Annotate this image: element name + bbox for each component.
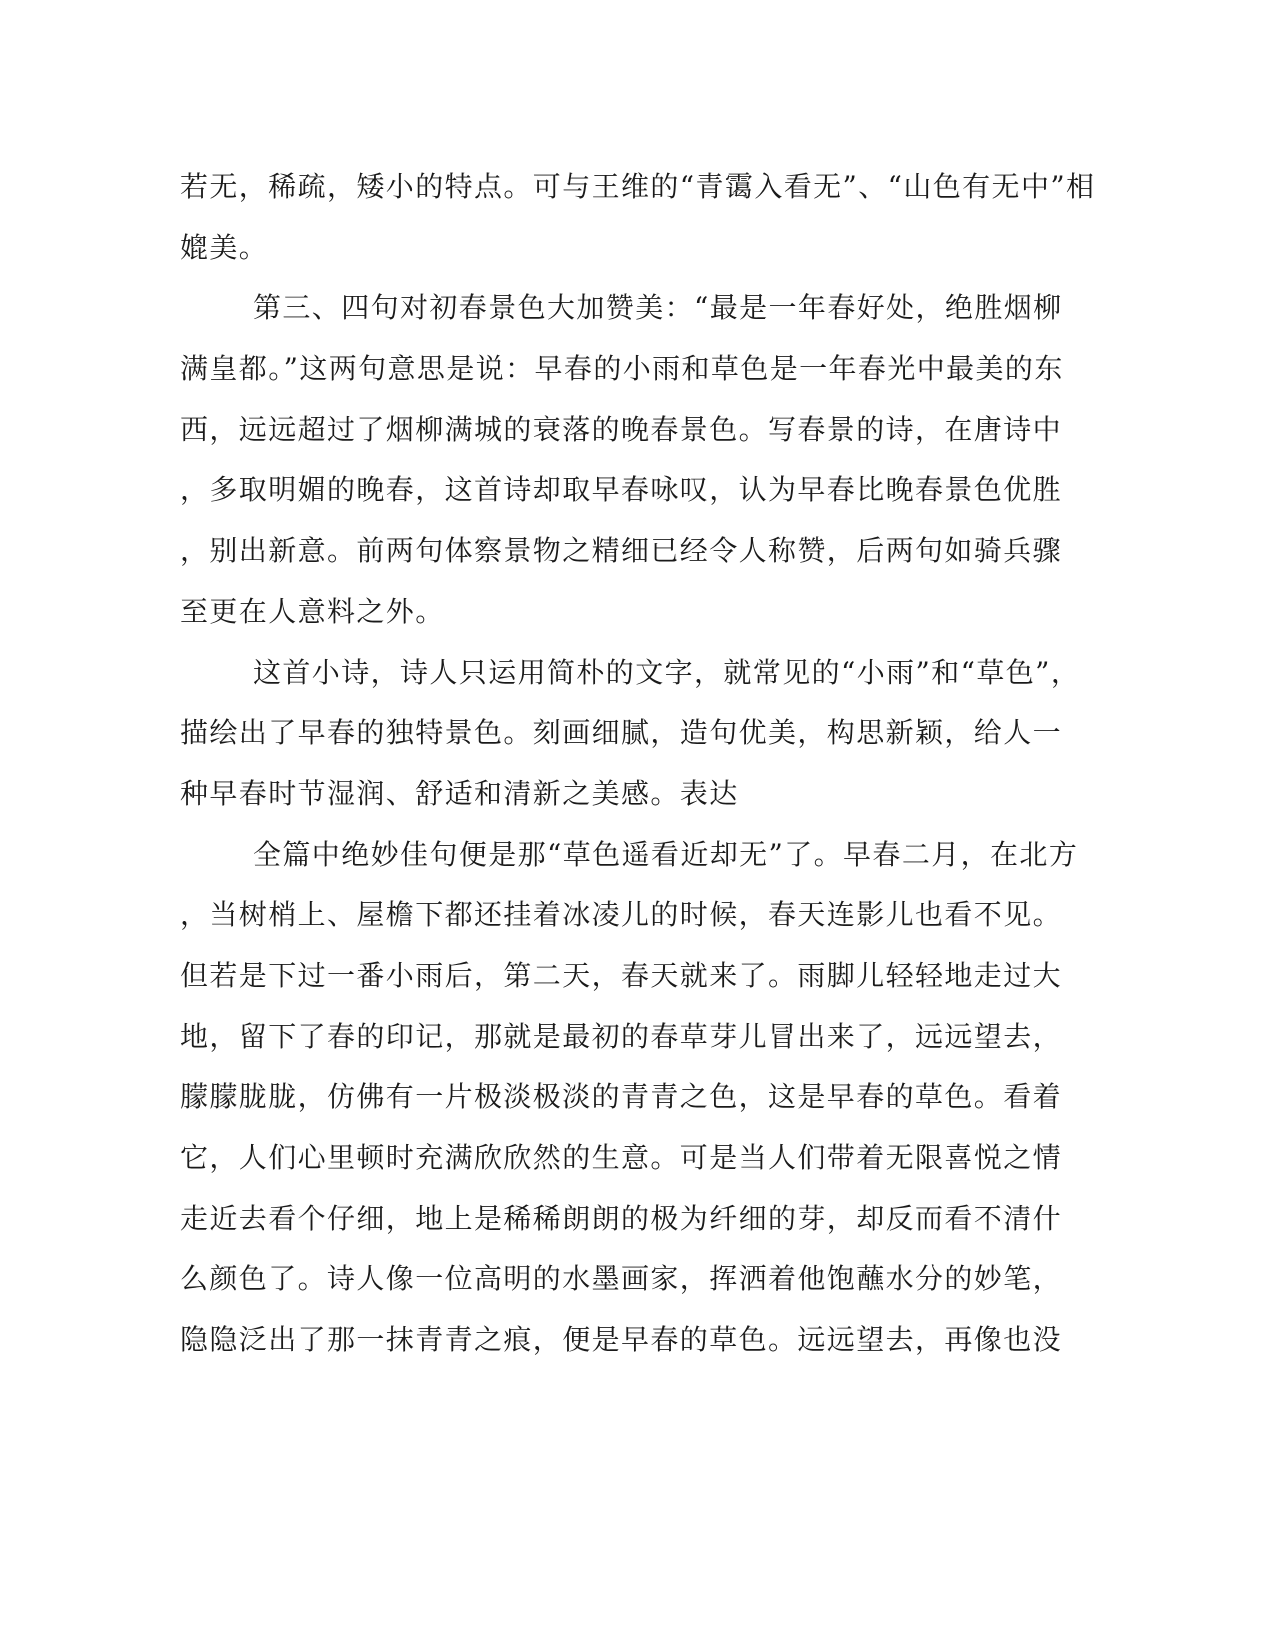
text-line: 么颜色了。诗人像一位高明的水墨画家，挥洒着他饱蘸水分的妙笔， xyxy=(180,1262,1063,1296)
body-text xyxy=(180,157,1096,1371)
text-line: 第三、四句对初春景色大加赞美：“最是一年春好处，绝胜烟柳 xyxy=(253,291,1063,325)
text-line: 走近去看个仔细，地上是稀稀朗朗的极为纤细的芽，却反而看不清什 xyxy=(180,1201,1063,1235)
text-line: ，多取明媚的晚春，这首诗却取早春咏叹，认为早春比晚春景色优胜 xyxy=(180,473,1063,507)
text-line: 朦朦胧胧，仿佛有一片极淡极淡的青青之色，这是早春的草色。看着 xyxy=(180,1080,1063,1114)
text-line: 全篇中绝妙佳句便是那“草色遥看近却无”了。早春二月，在北方 xyxy=(253,837,1079,871)
text-line: 若无，稀疏，矮小的特点。可与王维的“青霭入看无”、“山色有无中”相 xyxy=(180,170,1096,203)
text-line: 它，人们心里顿时充满欣欣然的生意。可是当人们带着无限喜悦之情 xyxy=(180,1141,1063,1174)
text-line: 这首小诗，诗人只运用简朴的文字，就常见的“小雨”和“草色”， xyxy=(253,655,1081,689)
text-line: 种早春时节湿润、舒适和清新之美感。表达 xyxy=(180,776,739,810)
text-line: 地，留下了春的印记，那就是最初的春草芽儿冒出来了，远远望去， xyxy=(180,1019,1063,1053)
text-line: 描绘出了早春的独特景色。刻画细腻，造句优美，构思新颖，给人一 xyxy=(180,716,1063,750)
text-line: ，当树梢上、屋檐下都还挂着冰凌儿的时候，春天连影儿也看不见。 xyxy=(180,898,1063,932)
text-line: 西，远远超过了烟柳满城的衰落的晚春景色。写春景的诗，在唐诗中 xyxy=(180,412,1063,446)
text-line: 至更在人意料之外。 xyxy=(180,594,445,628)
text-line: 隐隐泛出了那一抹青青之痕，便是早春的草色。远远望去，再像也没 xyxy=(180,1323,1063,1357)
text-line: 媲美。 xyxy=(180,230,269,264)
text-line: 但若是下过一番小雨后，第二天，春天就来了。雨脚儿轻轻地走过大 xyxy=(180,958,1063,992)
text-line: 满皇都。”这两句意思是说：早春的小雨和草色是一年春光中最美的东 xyxy=(180,352,1064,386)
text-line: ，别出新意。前两句体察景物之精细已经令人称赞，后两句如骑兵骤 xyxy=(180,534,1063,568)
